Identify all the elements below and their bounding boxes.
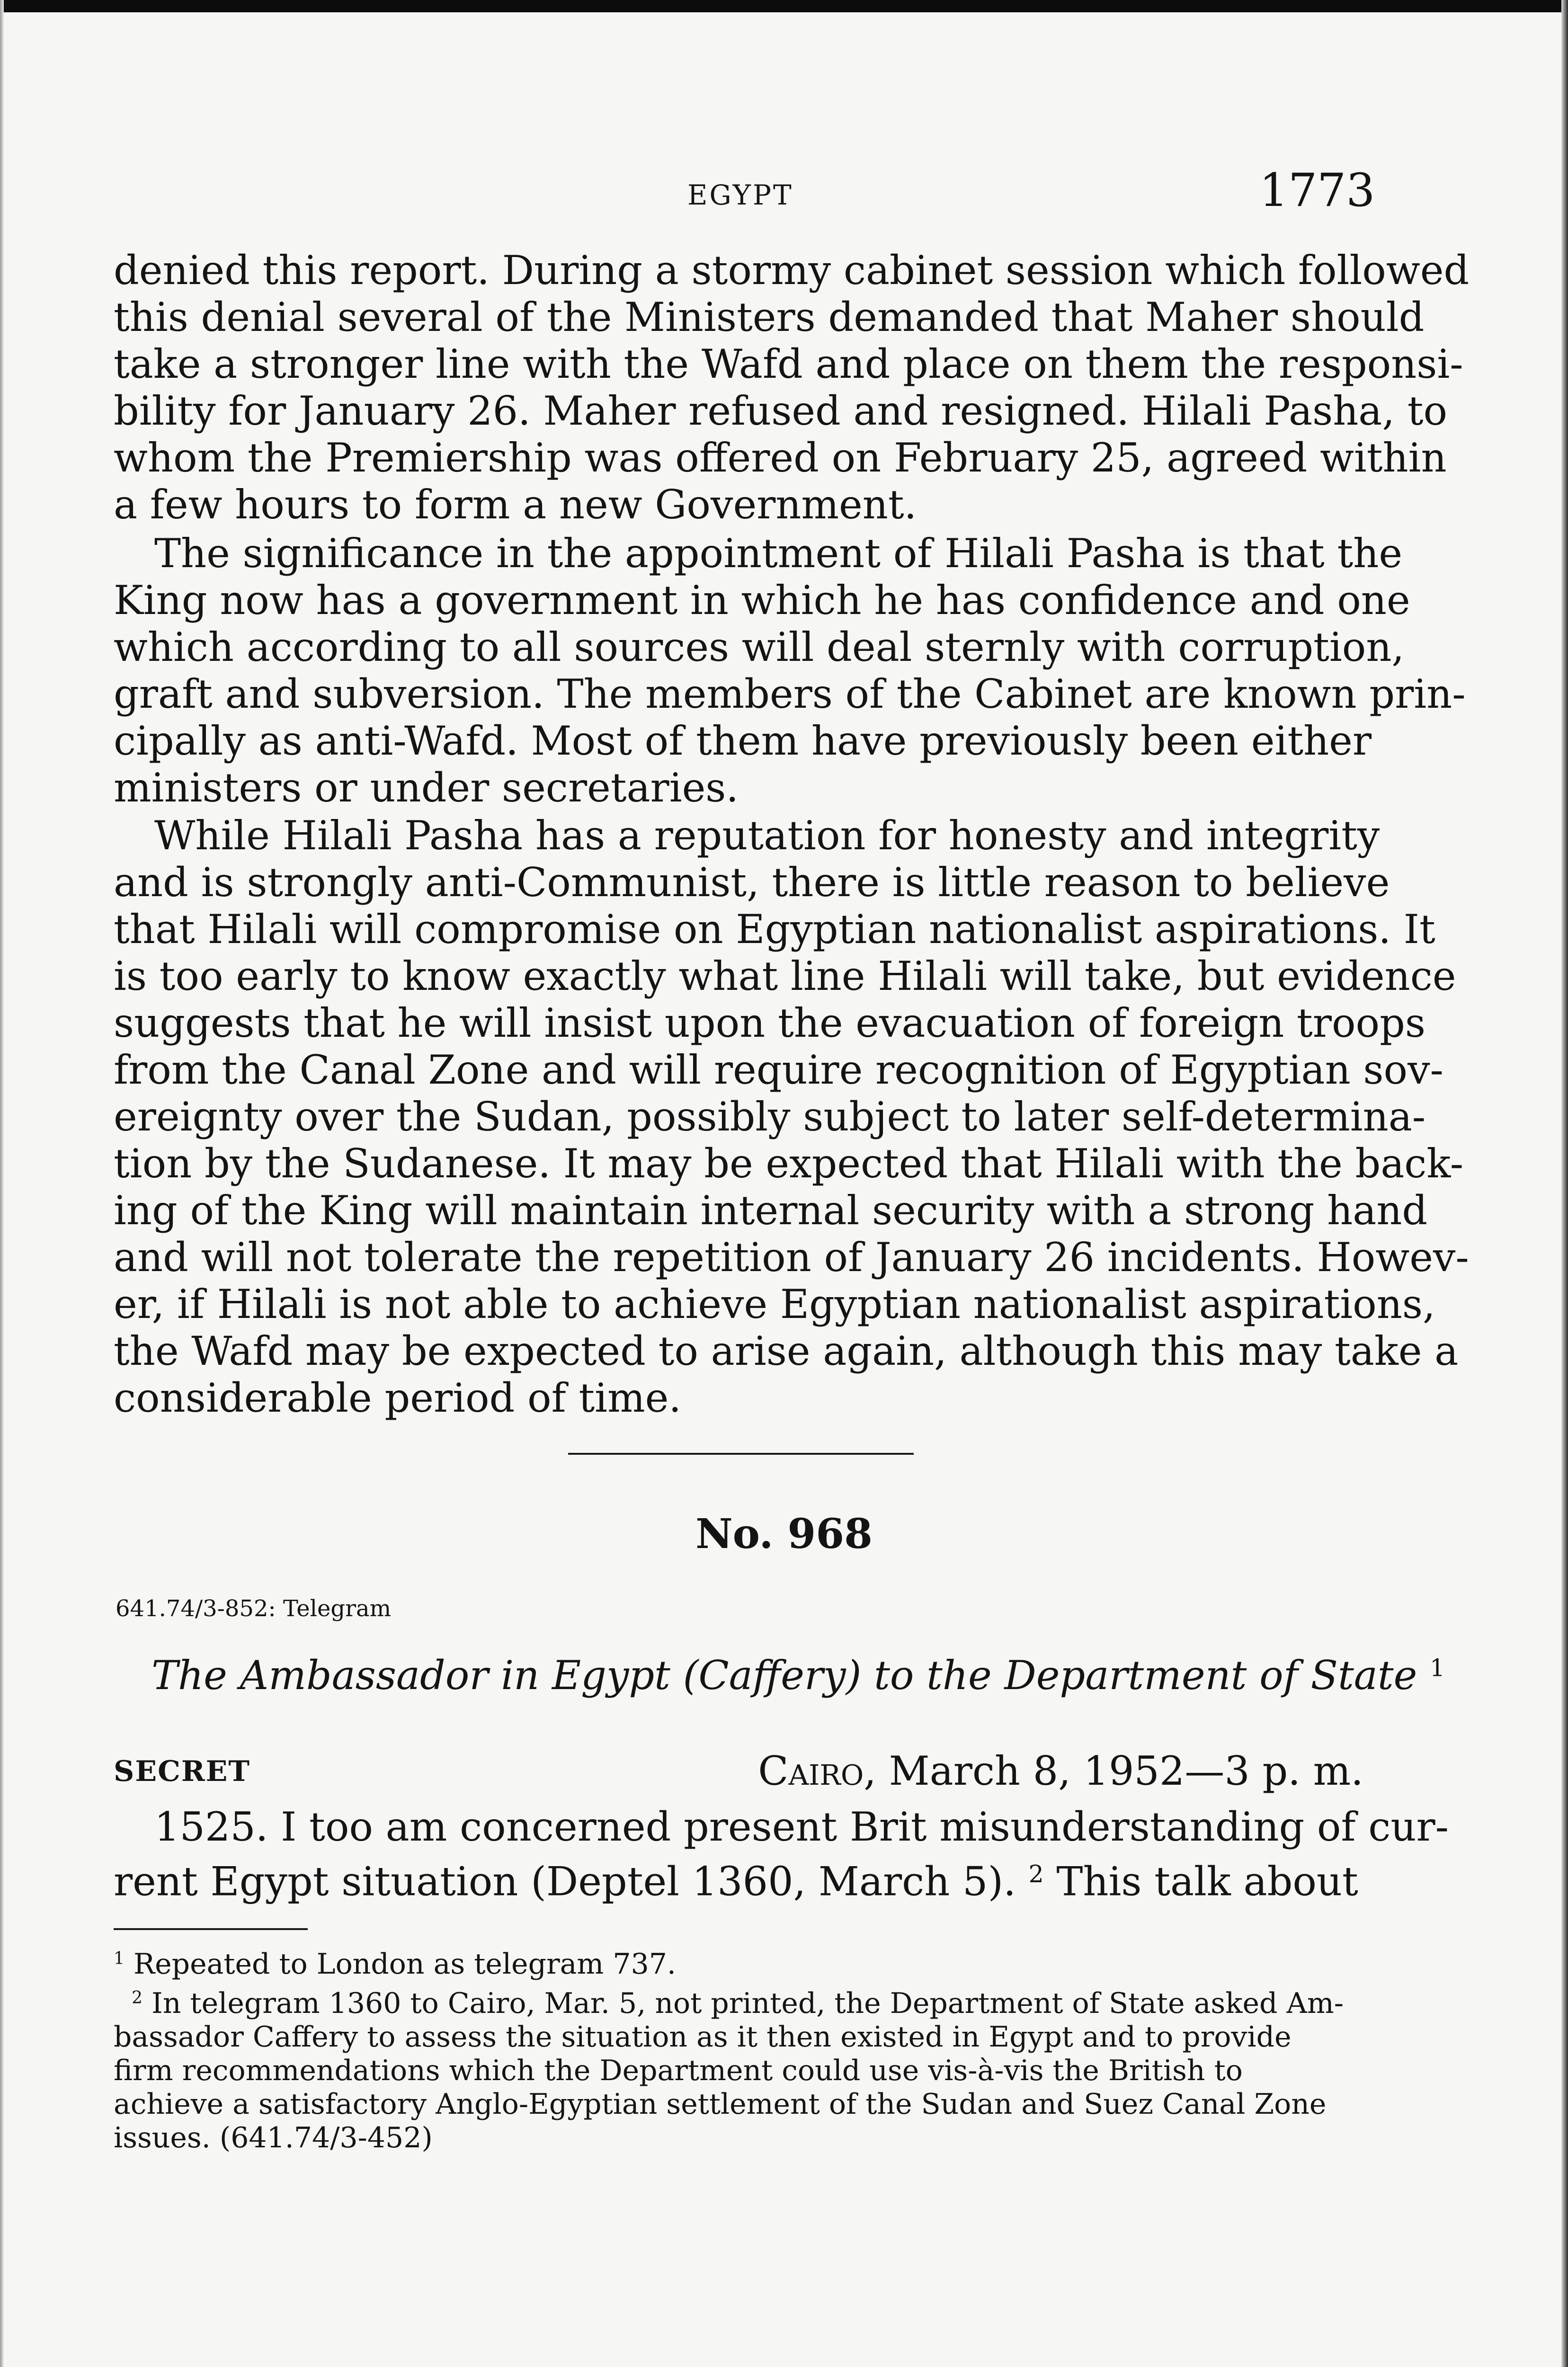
page-number: 1773 xyxy=(1259,164,1375,217)
footnote-marker: 1 xyxy=(1430,1654,1445,1682)
document-title xyxy=(151,1652,1445,1699)
text-line: er, if Hilali is not able to achieve Egyptian nationalist aspirations, xyxy=(114,1281,1435,1327)
text-line: ereignty over the Sudan, possibly subject to later self-determina- xyxy=(114,1094,1426,1140)
text-line: The significance in the appointment of Hilali Pasha is that the xyxy=(154,530,1403,577)
text-segment: This talk about xyxy=(1056,1858,1358,1905)
footnote-marker: 1 xyxy=(114,1949,125,1968)
text-line: and will not tolerate the repetition of January 26 incidents. Howev- xyxy=(114,1234,1469,1281)
footnote-1 xyxy=(114,1942,1363,1981)
page-top-border xyxy=(0,0,1568,12)
text-line: denied this report. During a stormy cabinet session which followed xyxy=(114,247,1470,294)
section-separator-rule xyxy=(568,1453,914,1455)
text-line: 1525. I too am concerned present Brit misunderstanding of cur- xyxy=(154,1804,1449,1850)
footnote-text-line: achieve a satisfactory Anglo-Egyptian settlement of the Sudan and Suez Canal Zone xyxy=(114,2087,1327,2121)
running-header-title: EGYPT xyxy=(687,179,793,211)
file-reference: 641.74/3-852: Telegram xyxy=(116,1595,392,1622)
footnote-marker: 2 xyxy=(1028,1860,1044,1888)
text-line: While Hilali Pasha has a reputation for honesty and integrity xyxy=(154,812,1380,859)
telegram-body xyxy=(114,1804,1449,1905)
scan-right-edge xyxy=(1561,0,1568,2367)
text-line: ministers or under secretaries. xyxy=(114,765,739,811)
text-line: cipally as anti-Wafd. Most of them have previously been either xyxy=(114,718,1372,764)
text-line: whom the Premiership was offered on February 25, agreed within xyxy=(114,435,1447,481)
dateline-date: March 8, 1952—3 p. m. xyxy=(889,1748,1363,1794)
text-line: ing of the King will maintain internal security with a strong hand xyxy=(114,1187,1428,1234)
text-line: suggests that he will insist upon the evacuation of foreign troops xyxy=(114,1000,1425,1046)
text-line: the Wafd may be expected to arise again, although this may take a xyxy=(114,1328,1459,1374)
text-segment: rent Egypt situation (Deptel 1360, March 5). xyxy=(114,1858,1016,1905)
dateline xyxy=(758,1748,1363,1794)
text-line: and is strongly anti-Communist, there is little reason to believe xyxy=(114,859,1390,906)
text-line: considerable period of time. xyxy=(114,1375,682,1421)
dateline-place: Cairo, xyxy=(758,1748,876,1794)
text-line xyxy=(114,1851,1363,1905)
text-line: graft and subversion. The members of the Cabinet are known prin- xyxy=(114,671,1466,717)
text-line: tion by the Sudanese. It may be expected that Hilali with the back- xyxy=(114,1140,1464,1187)
text-line: take a stronger line with the Wafd and place on them the responsi- xyxy=(114,341,1463,387)
paragraph-3 xyxy=(114,812,1469,1422)
text-line: a few hours to form a new Government. xyxy=(114,481,917,528)
footnote-text-line: firm recommendations which the Department could use vis-à-vis the British to xyxy=(114,2054,1243,2087)
footnote-text-line: bassador Caffery to assess the situation as it then existed in Egypt and to provide xyxy=(114,2020,1292,2054)
text-line: from the Canal Zone and will require recognition of Egyptian sov- xyxy=(114,1047,1443,1093)
document-title-text: The Ambassador in Egypt (Caffery) to the Department of State xyxy=(151,1652,1417,1699)
text-line: is too early to know exactly what line Hilali will take, but evidence xyxy=(114,953,1456,999)
footnotes xyxy=(114,1942,1363,2155)
footnote-text: In telegram 1360 to Cairo, Mar. 5, not printed, the Department of State asked Am- xyxy=(151,1986,1344,2020)
text-line: which according to all sources will deal sternly with corruption, xyxy=(114,624,1405,670)
footnote-rule xyxy=(114,1928,308,1930)
classification-label: SECRET xyxy=(114,1755,251,1788)
footnote-marker: 2 xyxy=(132,1988,143,2008)
text-line: bility for January 26. Maher refused and resigned. Hilali Pasha, to xyxy=(114,388,1448,434)
footnote-text: Repeated to London as telegram 737. xyxy=(133,1947,676,1981)
footnote-text-line: issues. (641.74/3-452) xyxy=(114,2121,433,2154)
text-line: King now has a government in which he has confidence and one xyxy=(114,577,1410,623)
footnote-2 xyxy=(114,1981,1363,2020)
document-number: No. 968 xyxy=(695,1510,873,1558)
scan-left-edge xyxy=(0,0,4,2367)
paragraph-2 xyxy=(114,530,1466,811)
text-line: this denial several of the Ministers demanded that Maher should xyxy=(114,294,1425,340)
paragraph-1 xyxy=(114,247,1470,528)
text-line: that Hilali will compromise on Egyptian nationalist aspirations. It xyxy=(114,906,1435,952)
